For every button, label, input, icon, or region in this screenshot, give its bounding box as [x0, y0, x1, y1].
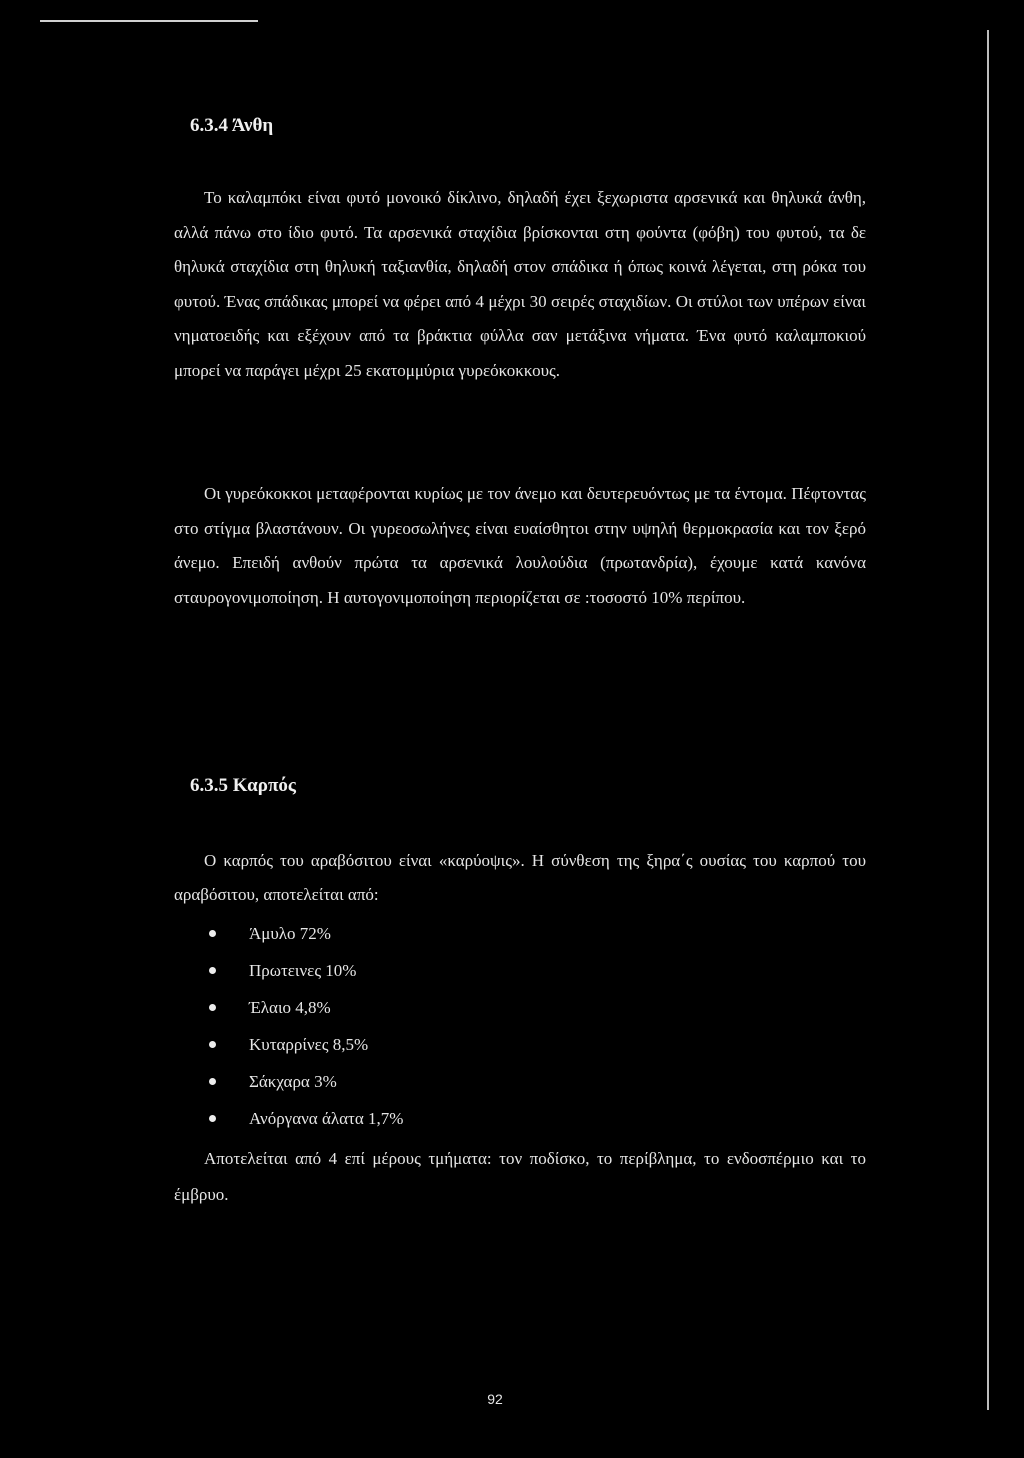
list-item-text: Άμυλο 72%	[249, 924, 331, 943]
margin-rule	[987, 30, 989, 1410]
bullet-icon	[209, 1041, 216, 1048]
bullet-icon	[209, 1115, 216, 1122]
bullet-icon	[209, 967, 216, 974]
paragraph-fruit-parts: Αποτελείται από 4 επί μέρους τμήματα: τον ποδίσκο, το περίβλημα, το ενδοσπέρμιο και το έμβρυο.	[174, 1149, 866, 1204]
bullet-icon	[209, 930, 216, 937]
list-item-text: Ανόργανα άλατα 1,7%	[249, 1109, 404, 1128]
list-item-text: Έλαιο 4,8%	[249, 998, 331, 1017]
list-item	[204, 952, 804, 989]
list-item-text: Πρωτεινες 10%	[249, 961, 357, 980]
list-item	[204, 1026, 804, 1063]
composition-list	[204, 915, 804, 1137]
top-rule	[40, 20, 258, 22]
list-item-text: Σάκχαρα 3%	[249, 1072, 337, 1091]
page-number: 92	[487, 1391, 503, 1407]
list-item	[204, 915, 804, 952]
list-item	[204, 1100, 804, 1137]
paragraph-flowers-1: Το καλαμπόκι είναι φυτό μονοικό δίκλινο, δηλαδή έχει ξεχωριστα αρσενικά και θηλυκά άνθη, αλλά πάνω στο ίδιο φυτό. Τα αρσενικά σταχίδια βρίσκονται στη φούντα (φόβη) του φυτού, τα δε θηλυκά σταχίδια στη θηλυκή ταξιανθία, δηλαδή στον σπάδικα ή όπως κοινά λέγεται, στη ρόκα του φυτού. Ένας σπάδικας μπορεί να φέρει από 4 μέχρι 30 σειρές σταχιδίων. Οι στύλοι των υπέρων είναι νηματοειδής και εξέχουν από τα βράκτια φύλλα σαν μετάξινα νήματα. Ένα φυτό καλαμποκιού μπορεί να παράγει μέχρι 25 εκατομμύρια γυρεόκοκκους.	[174, 188, 866, 380]
paragraph-flowers-2: Οι γυρεόκοκκοι μεταφέρονται κυρίως με τον άνεμο και δευτερευόντως με τα έντομα. Πέφτοντας στο στίγμα βλαστάνουν. Οι γυρεοσωλήνες είναι ευαίσθητοι στην υψηλή θερμοκρασία και τον ξερό άνεμο. Επειδή ανθούν πρώτα τα αρσενικά λουλούδια (πρωτανδρία), έχουμε κατά κανόνα σταυρογονιμοποίηση. Η αυτογονιμοποίηση περιορίζεται σε :τοσοστό 10% περίπου.	[174, 484, 866, 607]
paragraph-fruit-intro: Ο καρπός του αραβόσιτου είναι «καρύοψις». Η σύνθεση της ξηρα΄ς ουσίας του καρπού του αραβόσιτου, αποτελείται από:	[174, 851, 866, 904]
list-item	[204, 989, 804, 1026]
bullet-icon	[209, 1004, 216, 1011]
list-item	[204, 1063, 804, 1100]
section-heading-fruit: 6.3.5 Καρπός	[190, 775, 296, 796]
section-heading-flowers: 6.3.4 Άνθη	[190, 115, 274, 136]
list-item-text: Κυταρρίνες 8,5%	[249, 1035, 369, 1054]
bullet-icon	[209, 1078, 216, 1085]
